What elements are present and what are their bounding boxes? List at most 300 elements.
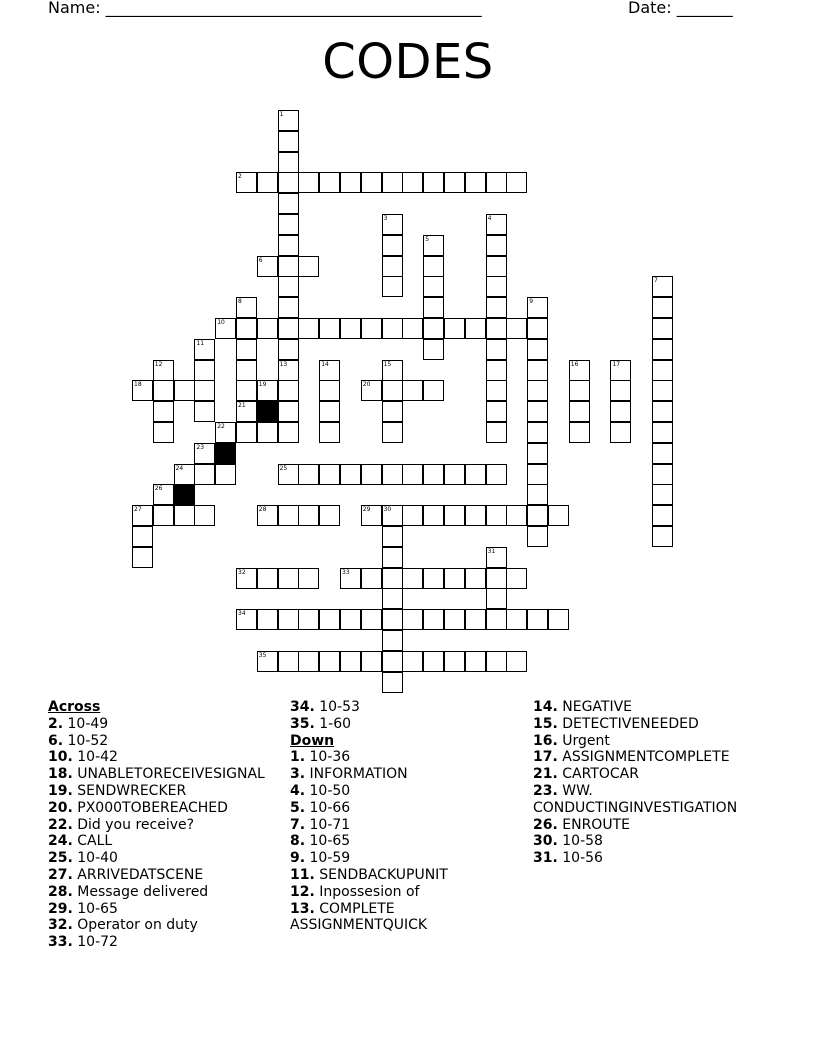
answer-square[interactable] <box>174 505 195 526</box>
answer-square[interactable] <box>506 172 527 193</box>
answer-square[interactable] <box>402 318 423 339</box>
answer-square[interactable] <box>486 318 507 339</box>
clue-number: 22 <box>217 423 225 430</box>
clue-text: DETECTIVENEEDED <box>557 715 699 732</box>
clue-number: 30 <box>383 506 392 514</box>
answer-square[interactable] <box>465 651 486 672</box>
answer-square[interactable] <box>423 609 444 630</box>
answer-square[interactable] <box>382 318 403 339</box>
answer-square[interactable] <box>132 547 153 568</box>
clue-text: 10-65 <box>305 833 351 850</box>
answer-square[interactable] <box>361 380 382 401</box>
answer-square[interactable] <box>486 214 507 235</box>
answer-square[interactable] <box>257 568 278 589</box>
answer-square[interactable] <box>382 526 403 547</box>
answer-square[interactable] <box>174 380 195 401</box>
across-clue <box>48 934 278 951</box>
clue-text: ASSIGNMENTCOMPLETE <box>557 749 730 766</box>
clue-text: Inpossesion of <box>314 883 420 900</box>
answer-square[interactable] <box>236 360 257 381</box>
answer-square[interactable] <box>298 609 319 630</box>
answer-square[interactable] <box>569 360 590 381</box>
clue-text: 10-42 <box>72 749 118 766</box>
answer-square[interactable] <box>236 172 257 193</box>
across-clue <box>48 749 278 766</box>
answer-square[interactable] <box>382 609 403 630</box>
answer-square[interactable] <box>527 484 548 505</box>
answer-square[interactable] <box>652 443 673 464</box>
across-clue <box>48 800 278 817</box>
answer-square[interactable] <box>340 318 361 339</box>
answer-square[interactable] <box>257 505 278 526</box>
answer-square[interactable] <box>652 318 673 339</box>
clue-number: 20 <box>362 381 371 389</box>
clue-number-label: 30. <box>533 833 558 850</box>
clue-number: 35 <box>258 651 267 659</box>
answer-square[interactable] <box>319 380 340 401</box>
answer-square[interactable] <box>236 568 257 589</box>
answer-square[interactable] <box>132 380 153 401</box>
answer-square[interactable] <box>278 276 299 297</box>
answer-square[interactable] <box>340 609 361 630</box>
clue-number: 27 <box>134 506 142 514</box>
answer-square[interactable] <box>506 651 527 672</box>
answer-square[interactable] <box>423 568 444 589</box>
answer-square[interactable] <box>278 172 299 193</box>
answer-square[interactable] <box>278 339 299 360</box>
answer-square[interactable] <box>465 318 486 339</box>
answer-square[interactable] <box>423 256 444 277</box>
answer-square[interactable] <box>382 235 403 256</box>
answer-square[interactable] <box>236 401 257 422</box>
answer-square[interactable] <box>278 464 299 485</box>
clue-number-label: 21. <box>533 766 558 783</box>
across-clue <box>48 766 278 783</box>
answer-square[interactable] <box>194 401 215 422</box>
answer-square[interactable] <box>527 297 548 318</box>
clue-number: 7 <box>654 277 658 285</box>
answer-square[interactable] <box>423 339 444 360</box>
across-clue <box>290 699 520 716</box>
answer-square[interactable] <box>652 422 673 443</box>
answer-square[interactable] <box>486 505 507 526</box>
clue-number: 23 <box>196 443 205 451</box>
answer-square[interactable] <box>382 172 403 193</box>
down-clue <box>290 800 520 817</box>
answer-square[interactable] <box>465 172 486 193</box>
down-clue <box>290 850 520 867</box>
answer-square[interactable] <box>153 484 174 505</box>
answer-square[interactable] <box>465 505 486 526</box>
answer-square[interactable] <box>444 568 465 589</box>
blocked-square <box>174 484 195 505</box>
clue-text: ARRIVEDATSCENE <box>72 866 204 883</box>
answer-square[interactable] <box>569 422 590 443</box>
answer-square[interactable] <box>382 276 403 297</box>
answer-square[interactable] <box>444 464 465 485</box>
answer-square[interactable] <box>486 401 507 422</box>
answer-square[interactable] <box>527 318 548 339</box>
answer-square[interactable] <box>569 380 590 401</box>
answer-square[interactable] <box>382 568 403 589</box>
answer-square[interactable] <box>486 609 507 630</box>
answer-square[interactable] <box>423 172 444 193</box>
answer-square[interactable] <box>278 318 299 339</box>
answer-square[interactable] <box>610 360 631 381</box>
clue-text: 10-58 <box>557 833 603 850</box>
answer-square[interactable] <box>527 422 548 443</box>
answer-square[interactable] <box>486 297 507 318</box>
answer-square[interactable] <box>236 422 257 443</box>
answer-square[interactable] <box>340 651 361 672</box>
clue-number-label: 34. <box>290 699 315 715</box>
answer-square[interactable] <box>444 318 465 339</box>
answer-square[interactable] <box>382 651 403 672</box>
answer-square[interactable] <box>423 651 444 672</box>
answer-square[interactable] <box>132 526 153 547</box>
clue-number: 19 <box>258 381 267 389</box>
clue-number: 6 <box>258 256 263 264</box>
answer-square[interactable] <box>444 505 465 526</box>
answer-square[interactable] <box>319 464 340 485</box>
answer-square[interactable] <box>361 318 382 339</box>
clue-number-label: 8. <box>290 833 306 850</box>
answer-square[interactable] <box>257 380 278 401</box>
clue-number: 8 <box>238 298 242 306</box>
answer-square[interactable] <box>382 214 403 235</box>
answer-square[interactable] <box>382 256 403 277</box>
clue-number-label: 2. <box>48 715 64 732</box>
answer-square[interactable] <box>506 505 527 526</box>
clue-text: WW. CONDUCTINGINVESTIGATION <box>533 782 738 816</box>
answer-square[interactable] <box>298 651 319 672</box>
down-clue <box>533 850 773 867</box>
clue-number: 16 <box>570 360 579 368</box>
clue-number: 4 <box>487 215 492 222</box>
answer-square[interactable] <box>257 651 278 672</box>
answer-square[interactable] <box>382 505 403 526</box>
answer-square[interactable] <box>527 380 548 401</box>
answer-square[interactable] <box>278 256 299 277</box>
clue-text: 10-66 <box>305 799 351 816</box>
answer-square[interactable] <box>319 401 340 422</box>
answer-square[interactable] <box>361 172 382 193</box>
answer-square[interactable] <box>652 360 673 381</box>
down-clue <box>533 749 773 766</box>
answer-square[interactable] <box>402 505 423 526</box>
answer-square[interactable] <box>486 380 507 401</box>
answer-square[interactable] <box>527 526 548 547</box>
answer-square[interactable] <box>215 464 236 485</box>
answer-square[interactable] <box>569 401 590 422</box>
answer-square[interactable] <box>402 609 423 630</box>
clue-text: NEGATIVE <box>557 699 633 715</box>
answer-square[interactable] <box>236 609 257 630</box>
answer-square[interactable] <box>298 464 319 485</box>
answer-square[interactable] <box>527 360 548 381</box>
down-clue <box>533 817 773 834</box>
answer-square[interactable] <box>298 568 319 589</box>
clue-number: 26 <box>154 485 163 493</box>
answer-square[interactable] <box>610 401 631 422</box>
clue-number-label: 10. <box>48 749 73 766</box>
answer-square[interactable] <box>652 297 673 318</box>
answer-square[interactable] <box>423 297 444 318</box>
answer-square[interactable] <box>194 443 215 464</box>
answer-square[interactable] <box>278 505 299 526</box>
answer-square[interactable] <box>340 172 361 193</box>
answer-square[interactable] <box>652 401 673 422</box>
answer-square[interactable] <box>423 276 444 297</box>
answer-square[interactable] <box>361 609 382 630</box>
clue-text: 10-65 <box>72 900 118 917</box>
answer-square[interactable] <box>278 152 299 173</box>
answer-square[interactable] <box>361 568 382 589</box>
answer-square[interactable] <box>527 401 548 422</box>
answer-square[interactable] <box>278 401 299 422</box>
clue-number-label: 5. <box>290 799 306 816</box>
down-clue <box>533 783 773 817</box>
answer-square[interactable] <box>527 464 548 485</box>
answer-square[interactable] <box>278 235 299 256</box>
across-clue <box>48 817 278 834</box>
answer-square[interactable] <box>236 339 257 360</box>
clue-number-label: 11. <box>290 866 315 883</box>
clue-text: CARTOCAR <box>557 766 639 783</box>
answer-square[interactable] <box>423 464 444 485</box>
across-clue <box>48 917 278 934</box>
clue-number-label: 14. <box>533 699 558 715</box>
clue-text: 10-71 <box>305 816 351 833</box>
answer-square[interactable] <box>278 214 299 235</box>
clue-text: ENROUTE <box>557 816 630 833</box>
answer-square[interactable] <box>506 568 527 589</box>
answer-square[interactable] <box>652 339 673 360</box>
clue-text: Operator on duty <box>72 917 198 934</box>
answer-square[interactable] <box>444 651 465 672</box>
answer-square[interactable] <box>444 172 465 193</box>
clue-text: PX000TOBEREACHED <box>72 799 228 816</box>
answer-square[interactable] <box>423 235 444 256</box>
across-clue <box>290 716 520 733</box>
answer-square[interactable] <box>527 443 548 464</box>
answer-square[interactable] <box>402 380 423 401</box>
answer-square[interactable] <box>527 609 548 630</box>
answer-square[interactable] <box>278 360 299 381</box>
answer-square[interactable] <box>444 609 465 630</box>
answer-square[interactable] <box>215 318 236 339</box>
clue-number-label: 12. <box>290 883 315 900</box>
answer-square[interactable] <box>361 505 382 526</box>
clue-number-label: 13. <box>290 900 315 917</box>
answer-square[interactable] <box>652 484 673 505</box>
answer-square[interactable] <box>423 318 444 339</box>
answer-square[interactable] <box>278 193 299 214</box>
answer-square[interactable] <box>486 464 507 485</box>
clue-number: 33 <box>342 568 350 576</box>
answer-square[interactable] <box>194 505 215 526</box>
answer-square[interactable] <box>423 380 444 401</box>
answer-square[interactable] <box>652 380 673 401</box>
answer-square[interactable] <box>319 318 340 339</box>
answer-square[interactable] <box>486 568 507 589</box>
answer-square[interactable] <box>382 401 403 422</box>
across-clue <box>48 733 278 750</box>
answer-square[interactable] <box>194 339 215 360</box>
answer-square[interactable] <box>486 651 507 672</box>
answer-square[interactable] <box>319 422 340 443</box>
answer-square[interactable] <box>298 318 319 339</box>
answer-square[interactable] <box>465 609 486 630</box>
across-clue <box>48 716 278 733</box>
answer-square[interactable] <box>257 422 278 443</box>
answer-square[interactable] <box>215 422 236 443</box>
answer-square[interactable] <box>527 339 548 360</box>
answer-square[interactable] <box>465 568 486 589</box>
answer-square[interactable] <box>153 505 174 526</box>
answer-square[interactable] <box>257 256 278 277</box>
answer-square[interactable] <box>194 464 215 485</box>
answer-square[interactable] <box>174 464 195 485</box>
answer-square[interactable] <box>486 235 507 256</box>
answer-square[interactable] <box>652 464 673 485</box>
answer-square[interactable] <box>194 380 215 401</box>
answer-square[interactable] <box>319 360 340 381</box>
answer-square[interactable] <box>319 609 340 630</box>
across-heading: Across <box>48 699 101 715</box>
answer-square[interactable] <box>402 651 423 672</box>
answer-square[interactable] <box>402 464 423 485</box>
answer-square[interactable] <box>153 360 174 381</box>
answer-square[interactable] <box>278 380 299 401</box>
answer-square[interactable] <box>548 505 569 526</box>
answer-square[interactable] <box>402 172 423 193</box>
answer-square[interactable] <box>610 422 631 443</box>
answer-square[interactable] <box>132 505 153 526</box>
answer-square[interactable] <box>652 505 673 526</box>
answer-square[interactable] <box>319 505 340 526</box>
answer-square[interactable] <box>319 651 340 672</box>
answer-square[interactable] <box>194 360 215 381</box>
answer-square[interactable] <box>527 505 548 526</box>
answer-square[interactable] <box>236 380 257 401</box>
answer-square[interactable] <box>402 568 423 589</box>
answer-square[interactable] <box>257 609 278 630</box>
answer-square[interactable] <box>610 380 631 401</box>
clue-number: 24 <box>175 464 184 472</box>
down-clue <box>290 783 520 800</box>
answer-square[interactable] <box>382 464 403 485</box>
blocked-square <box>215 443 236 464</box>
answer-square[interactable] <box>361 464 382 485</box>
answer-square[interactable] <box>319 172 340 193</box>
answer-square[interactable] <box>382 672 403 693</box>
clue-number-label: 24. <box>48 833 73 850</box>
answer-square[interactable] <box>382 630 403 651</box>
answer-square[interactable] <box>465 464 486 485</box>
answer-square[interactable] <box>278 297 299 318</box>
clue-number: 32 <box>238 568 246 576</box>
clue-number: 14 <box>321 360 329 368</box>
answer-square[interactable] <box>486 360 507 381</box>
answer-square[interactable] <box>652 526 673 547</box>
across-clue <box>48 884 278 901</box>
answer-square[interactable] <box>382 360 403 381</box>
answer-square[interactable] <box>506 318 527 339</box>
answer-square[interactable] <box>382 588 403 609</box>
clue-text: CALL <box>72 833 113 850</box>
answer-square[interactable] <box>486 588 507 609</box>
answer-square[interactable] <box>278 422 299 443</box>
clue-number: 9 <box>529 298 534 306</box>
across-clue <box>48 867 278 884</box>
answer-square[interactable] <box>486 547 507 568</box>
answer-square[interactable] <box>548 609 569 630</box>
answer-square[interactable] <box>278 651 299 672</box>
answer-square[interactable] <box>382 547 403 568</box>
clue-number-label: 1. <box>290 749 306 766</box>
clues-column-3 <box>533 699 773 867</box>
answer-square[interactable] <box>298 505 319 526</box>
clues-column-2 <box>290 699 520 934</box>
answer-square[interactable] <box>278 568 299 589</box>
answer-square[interactable] <box>486 276 507 297</box>
clue-number-label: 3. <box>290 766 306 783</box>
answer-square[interactable] <box>382 380 403 401</box>
clue-number: 13 <box>279 360 288 368</box>
blocked-square <box>257 401 278 422</box>
answer-square[interactable] <box>340 464 361 485</box>
answer-square[interactable] <box>298 256 319 277</box>
answer-square[interactable] <box>278 131 299 152</box>
clue-text: 10-40 <box>72 850 118 867</box>
answer-square[interactable] <box>382 422 403 443</box>
answer-square[interactable] <box>257 172 278 193</box>
answer-square[interactable] <box>486 172 507 193</box>
clue-number-label: 29. <box>48 900 73 917</box>
clue-number-label: 32. <box>48 917 73 934</box>
answer-square[interactable] <box>423 505 444 526</box>
clue-number: 31 <box>487 547 496 555</box>
answer-square[interactable] <box>652 276 673 297</box>
answer-square[interactable] <box>278 609 299 630</box>
clue-number: 15 <box>383 360 392 368</box>
clue-number: 10 <box>217 319 225 326</box>
answer-square[interactable] <box>153 401 174 422</box>
answer-square[interactable] <box>257 318 278 339</box>
down-clue <box>290 884 520 901</box>
down-clue <box>533 716 773 733</box>
down-heading: Down <box>290 732 335 749</box>
answer-square[interactable] <box>278 110 299 131</box>
clue-number-label: 27. <box>48 866 73 883</box>
answer-square[interactable] <box>361 651 382 672</box>
across-clue <box>48 783 278 800</box>
answer-square[interactable] <box>298 172 319 193</box>
answer-square[interactable] <box>236 297 257 318</box>
answer-square[interactable] <box>486 422 507 443</box>
answer-square[interactable] <box>506 609 527 630</box>
answer-square[interactable] <box>486 256 507 277</box>
across-clue <box>48 833 278 850</box>
answer-square[interactable] <box>486 339 507 360</box>
answer-square[interactable] <box>340 568 361 589</box>
clue-number-label: 26. <box>533 816 558 833</box>
clue-text: 10-49 <box>63 715 109 732</box>
answer-square[interactable] <box>153 380 174 401</box>
answer-square[interactable] <box>153 422 174 443</box>
answer-square[interactable] <box>236 318 257 339</box>
